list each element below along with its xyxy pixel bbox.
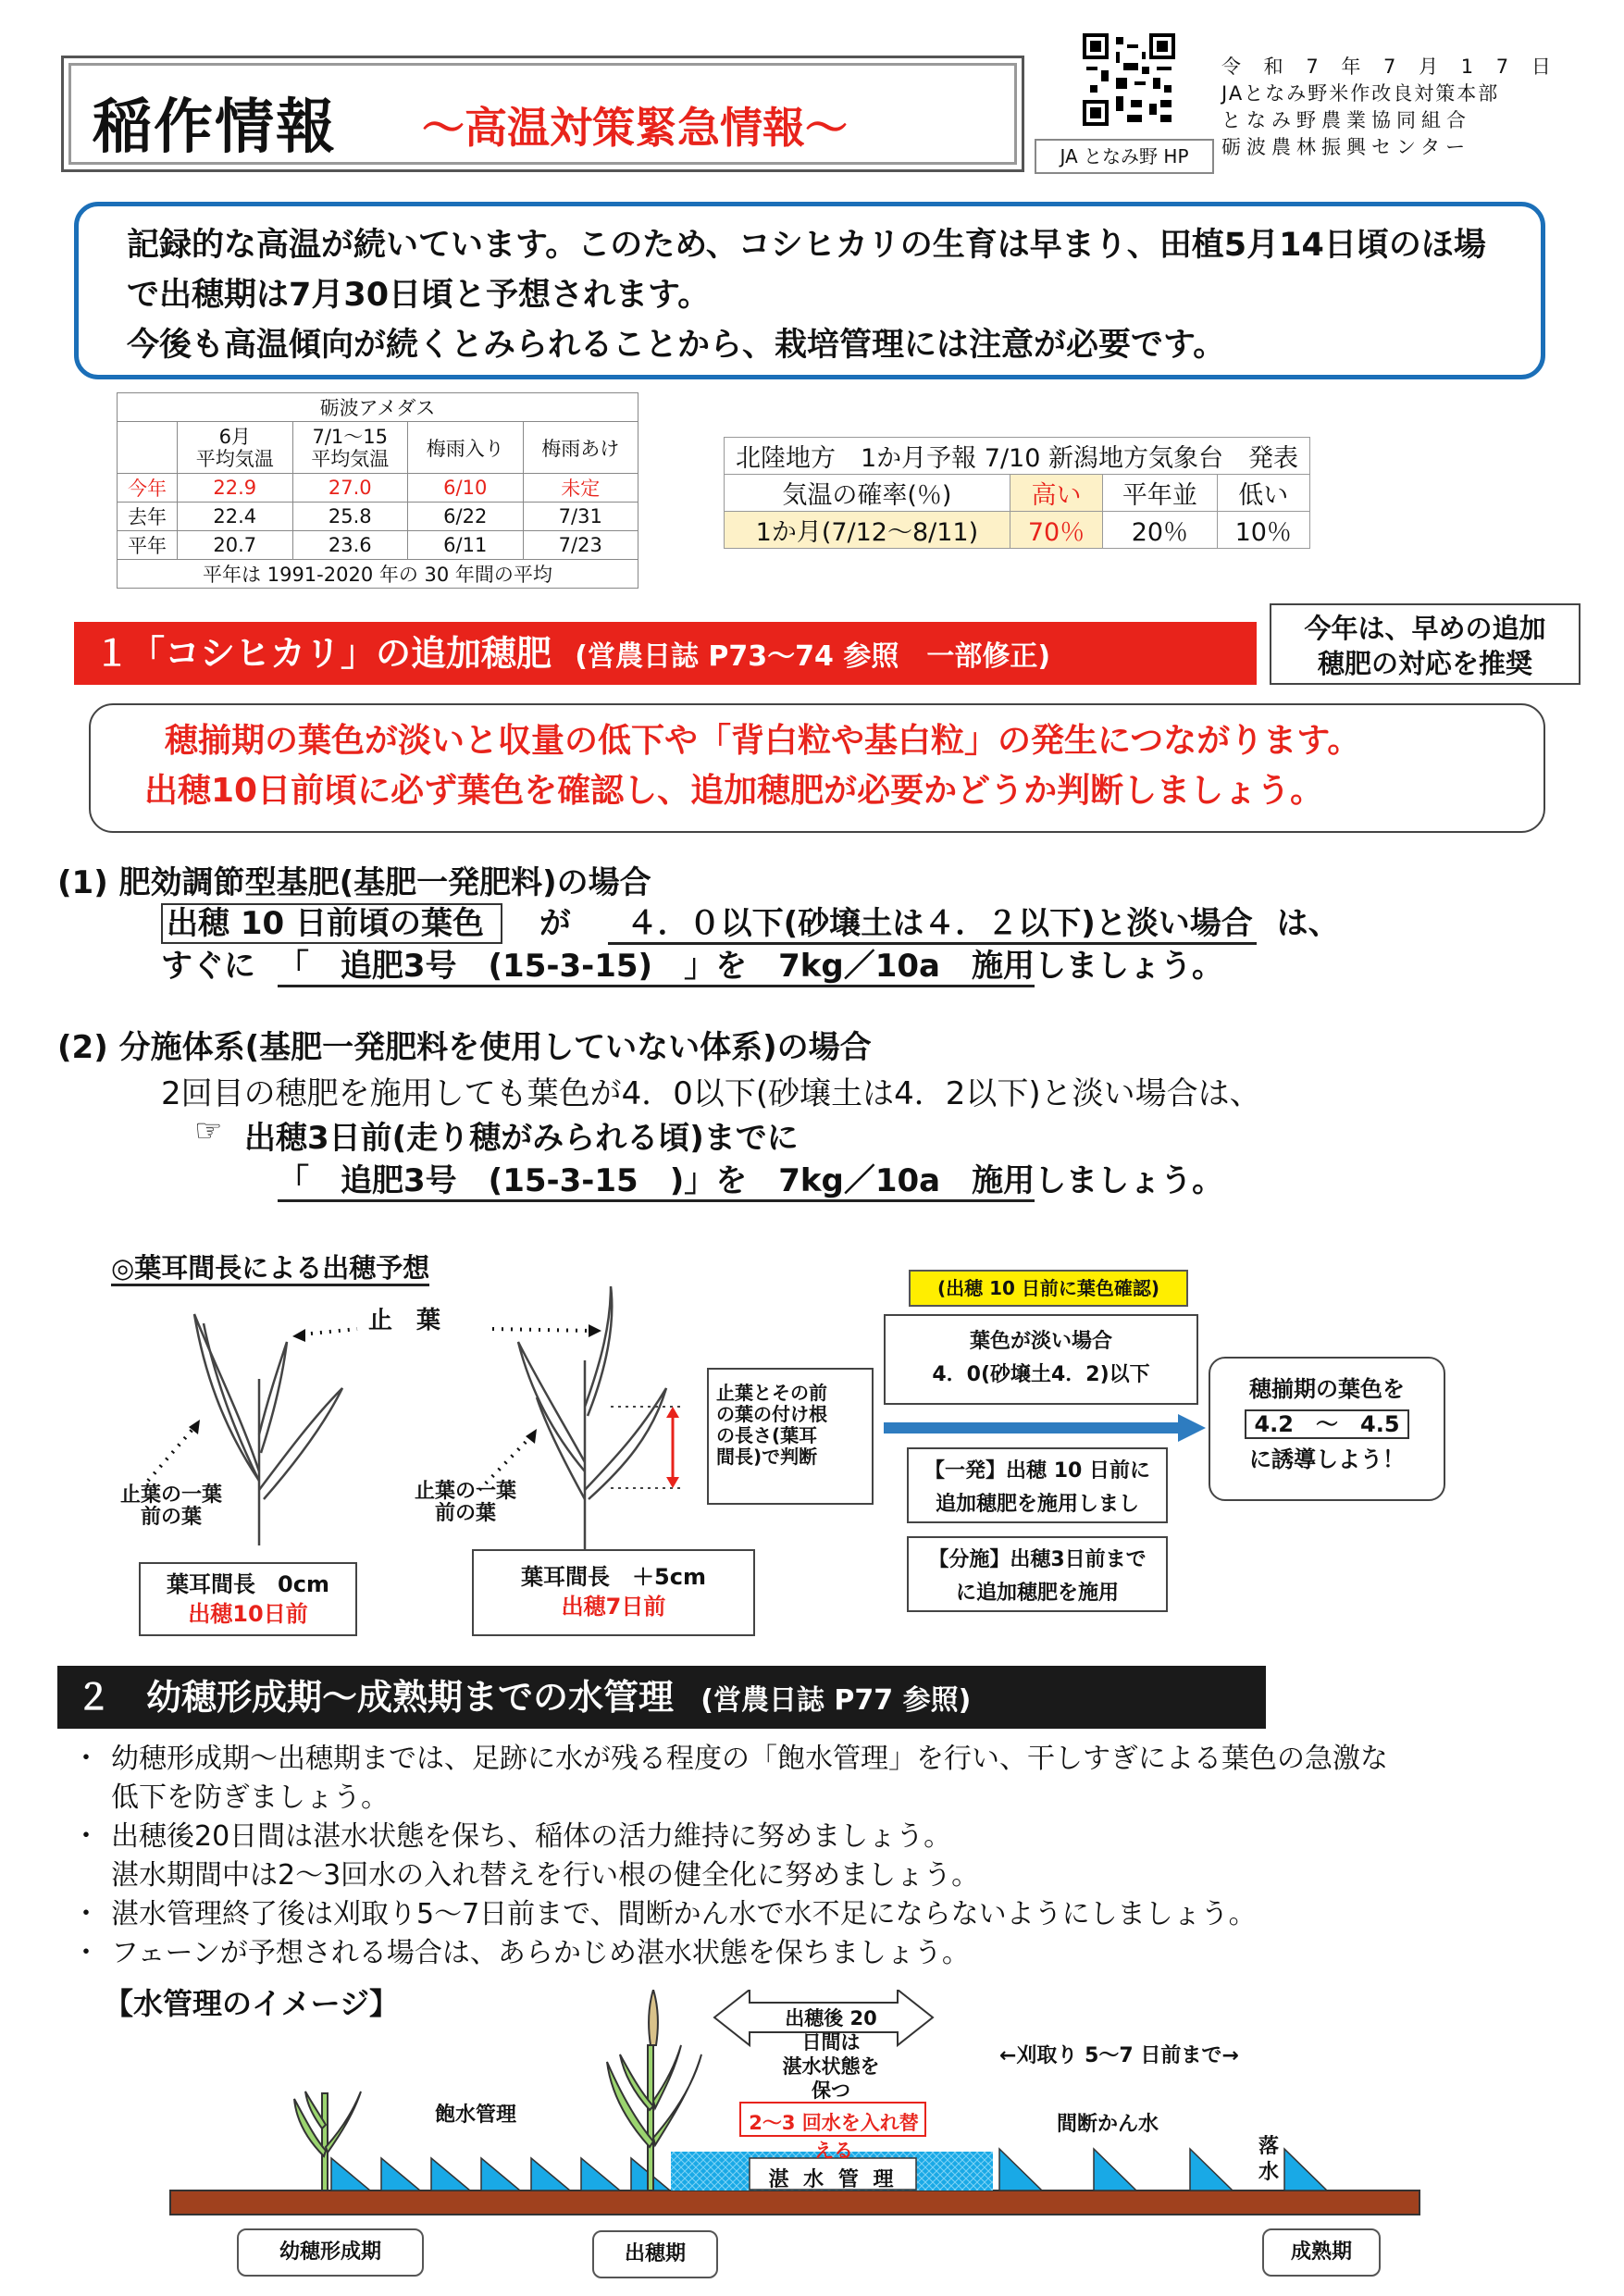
ippatsu-box <box>907 1447 1168 1523</box>
amedas-header: 7/1～15 平均気温 <box>292 422 408 474</box>
summary-line-2: で出穂期は7月30日頃と予想されます。 <box>127 277 711 314</box>
table-cell: 去年 <box>118 503 178 531</box>
section2-title: ２ 幼穂形成期～成熟期までの水管理 <box>76 1677 675 1718</box>
table-cell: 今年 <box>118 474 178 503</box>
judge-line: の葉の付け根 <box>716 1403 827 1425</box>
prev-leaf-label-1 <box>120 1484 222 1529</box>
plant1-leaf <box>259 1388 342 1499</box>
prev-leaf-line-2: 前の葉 <box>435 1502 497 1525</box>
table-cell: 25.8 <box>292 503 408 531</box>
prev-leaf-label-2 <box>415 1481 516 1525</box>
goal-range: 4.2 ～ 4.5 <box>1245 1409 1408 1439</box>
bullet-text: 低下を防ぎましょう。 <box>111 1781 389 1814</box>
forecast-row-label: 1か月(7/12～8/11) <box>725 512 1010 549</box>
bunshi-box <box>907 1536 1168 1612</box>
flag-leaf-label: 止 葉 <box>368 1307 441 1334</box>
list-item <box>72 1934 1553 1973</box>
case2-action-line <box>278 1155 1223 1200</box>
forecast-col-low: 低い <box>1217 475 1309 512</box>
bullet-text: 出穂後20日間は湛水状態を保ち、稲体の活力維持に努めましょう。 <box>111 1820 952 1853</box>
box1-line-2: 出穂10日前 <box>188 1601 308 1627</box>
goal-line-2: に誘導しよう！ <box>1249 1446 1405 1472</box>
page-title: 稲作情報 <box>93 93 337 162</box>
after-heading-line-1: 出穂後 20 日間は <box>785 2007 877 2054</box>
table-cell: 23.6 <box>292 531 408 560</box>
plant1-leaf <box>259 1342 287 1453</box>
case1-condition-line <box>161 898 1340 943</box>
table-cell: 22.9 <box>178 474 293 503</box>
flow-arrow <box>884 1414 1208 1442</box>
replace-label: 2～3 回水を入れ替える <box>749 2112 919 2162</box>
judge-box <box>707 1368 874 1505</box>
list-item <box>72 1818 1553 1856</box>
case1-title: (1) 肥効調節型基肥(基肥一発肥料)の場合 <box>57 864 651 901</box>
bunshi-line-2: に追加穂肥を施用 <box>955 1582 1119 1605</box>
issue-date: 令 和 7 年 7 月 1 7 日 <box>1221 56 1559 78</box>
intermittent-label: 間断かん水 <box>1057 2113 1159 2136</box>
summary-box <box>74 202 1545 379</box>
saturated-label: 飽水管理 <box>435 2104 517 2127</box>
bullet-mark: ・ <box>72 1743 100 1775</box>
forecast-value-high: 70％ <box>1010 512 1102 549</box>
ippatsu-line-1: 【一発】出穂 10 日前に <box>924 1459 1150 1483</box>
until-harvest-label: ←刈取り 5～7 日前まで→ <box>999 2044 1239 2067</box>
water-image-title: 【水管理のイメージ】 <box>104 1986 400 2021</box>
forecast-col-high: 高い <box>1010 475 1102 512</box>
bullet-mark: ・ <box>72 1937 100 1969</box>
judge-line: 間長)で判断 <box>716 1446 818 1468</box>
flooded-label: 湛 水 管 理 <box>768 2168 898 2191</box>
soil-layer <box>170 2191 1419 2215</box>
forecast-title: 北陸地方 1か月予報 7/10 新潟地方気象台 発表 <box>725 438 1310 475</box>
box2-line-2: 出穂7日前 <box>561 1594 666 1620</box>
amedas-title: 砺波アメダス <box>118 393 638 422</box>
table-row <box>118 474 638 503</box>
forecast-table <box>724 437 1310 549</box>
table-cell: 7/23 <box>523 531 638 560</box>
issuer-org-3: 砺波農林振興センター <box>1221 136 1471 158</box>
bullet-text: 湛水期間中は2～3回水の入れ替えを行い根の健全化に努めましょう。 <box>111 1859 980 1892</box>
bullet-mark: ・ <box>72 1898 100 1930</box>
issuer-org-2: となみ野農業協同組合 <box>1221 109 1471 131</box>
case2-line-2: 出穂3日前(走り穂がみられる頃)までに <box>244 1120 799 1157</box>
table-cell: 6/10 <box>408 474 524 503</box>
table-row <box>118 503 638 531</box>
case2-action-post: しましょう。 <box>1035 1162 1224 1199</box>
goal-box <box>1209 1357 1445 1501</box>
warning-line-2: 出穂10日前頃に必ず葉色を確認し、追加穂肥が必要かどうか判断しましょう。 <box>144 772 1324 810</box>
check-badge: (出穂 10 日前に葉色確認) <box>909 1270 1188 1307</box>
recommend-line-1: 今年は、早めの追加 <box>1304 613 1546 644</box>
pale-line-2: 4．0(砂壌土4．2)以下 <box>932 1363 1150 1386</box>
table-cell: 7/31 <box>523 503 638 531</box>
stage-panicle-formation: 幼穂形成期 <box>237 2228 424 2277</box>
prev-leaf-line-2: 前の葉 <box>141 1506 203 1529</box>
after-heading-label <box>775 2006 886 2103</box>
case1-condition: ４．０以下(砂壌土は４．２以下)と淡い場合 <box>608 905 1257 945</box>
ippatsu-line-2: 追加穂肥を施用しまし <box>935 1493 1139 1516</box>
drain-label: 落水 <box>1258 2135 1280 2184</box>
case1-box: 出穂 10 日前頃の葉色 <box>161 903 502 944</box>
amedas-table <box>117 392 638 589</box>
list-item <box>72 1895 1553 1934</box>
amedas-header: 梅雨あけ <box>523 422 638 474</box>
judge-line: の長さ(葉耳 <box>716 1424 818 1446</box>
forecast-col-head: 気温の確率(％) <box>725 475 1010 512</box>
judge-line: 止葉とその前 <box>716 1382 827 1404</box>
section1-title: １「コシヒカリ」の追加穂肥 <box>94 633 552 674</box>
prev-leaf-line-1: 止葉の一葉 <box>120 1483 223 1507</box>
plant2-leaf <box>518 1342 585 1471</box>
qr-code-icon[interactable] <box>1083 33 1175 126</box>
section1-heading <box>74 622 1257 685</box>
saturated-water <box>331 2158 670 2191</box>
bullet-text: 幼穂形成期～出穂期までは、足跡に水が残る程度の「飽水管理」を行い、干しすぎによる葉色の急激な <box>111 1743 1388 1775</box>
pointing-hand-icon: ☞ <box>194 1112 223 1149</box>
list-item <box>72 1856 1553 1895</box>
case1-action-line <box>161 940 1223 986</box>
bullet-text: 湛水管理終了後は刈取り5～7日前まで、間断かん水で水不足にならないようにしましょう。 <box>111 1898 1257 1930</box>
stage-maturity: 成熟期 <box>1262 2228 1381 2277</box>
list-item <box>72 1740 1553 1779</box>
pale-leaf-box <box>884 1314 1198 1405</box>
ja-homepage-label[interactable]: JA となみ野 HP <box>1035 139 1214 174</box>
table-cell: 未定 <box>523 474 638 503</box>
leaf-distance-box-1 <box>139 1562 357 1636</box>
issuer-org-1: JAとなみ野米作改良対策本部 <box>1221 82 1500 105</box>
table-cell: 6/22 <box>408 503 524 531</box>
summary-line-3: 今後も高温傾向が続くとみられることから、栽培管理には注意が必要です。 <box>127 327 1226 364</box>
forecast-col-normal: 平年並 <box>1103 475 1217 512</box>
case2-line-1: 2回目の穂肥を施用しても葉色が4．0以下(砂壌土は4．2以下)と淡い場合は、 <box>161 1075 1261 1112</box>
recommend-box <box>1270 603 1581 685</box>
section2-ref: (営農日誌 P77 参照) <box>700 1684 972 1717</box>
amedas-note: 平年は 1991-2020 年の 30 年間の平均 <box>118 560 638 589</box>
table-cell: 6/11 <box>408 531 524 560</box>
warning-line-1: 穂揃期の葉色が淡いと収量の低下や「背白粒や基白粒」の発生につながります。 <box>165 722 1361 760</box>
bunshi-line-1: 【分施】出穂3日前まで <box>928 1548 1147 1571</box>
recommend-line-2: 穂肥の対応を推奨 <box>1317 648 1532 679</box>
stage-heading: 出穂期 <box>592 2230 718 2278</box>
pale-line-1: 葉色が淡い場合 <box>969 1330 1112 1353</box>
section1-ref: (営農日誌 P73～74 参照 一部修正) <box>575 640 1051 673</box>
bullet-text: フェーンが予想される場合は、あらかじめ湛水状態を保ちましょう。 <box>111 1937 970 1969</box>
amedas-header: 梅雨入り <box>408 422 524 474</box>
summary-line-1: 記録的な高温が続いています。このため、コシヒカリの生育は早まり、田植5月14日頃のほ場 <box>127 227 1486 264</box>
leaf-distance-box-2 <box>472 1549 755 1636</box>
amedas-header <box>118 422 178 474</box>
plant2-leaf <box>585 1286 612 1416</box>
box1-line-1: 葉耳間長 0cm <box>167 1571 329 1597</box>
plant1-leaf <box>194 1314 259 1481</box>
plant2-leaf <box>585 1388 666 1499</box>
table-cell: 20.7 <box>178 531 293 560</box>
amedas-header: 6月 平均気温 <box>178 422 293 474</box>
bullet-mark: ・ <box>72 1820 100 1853</box>
forecast-value-normal: 20％ <box>1103 512 1217 549</box>
diagram-title-text: ◎葉耳間長による出穂予想 <box>111 1252 429 1286</box>
issuer-block <box>1221 54 1559 161</box>
case1-action-pre: すぐに <box>161 948 255 985</box>
goal-line-1: 穂揃期の葉色を <box>1249 1376 1405 1402</box>
case1-action-post: しましょう。 <box>1034 948 1223 985</box>
prev-leaf-line-1: 止葉の一葉 <box>415 1480 517 1503</box>
table-cell: 22.4 <box>178 503 293 531</box>
case1-action: 「 追肥3号 (15-3-15) 」を 7kg／10a 施用 <box>278 948 1035 987</box>
case1-wa: は、 <box>1276 905 1340 942</box>
section2-heading <box>57 1666 1266 1729</box>
case1-ga: が <box>539 905 571 942</box>
water-bullets <box>72 1740 1553 1973</box>
table-row <box>118 531 638 560</box>
table-cell: 平年 <box>118 531 178 560</box>
after-heading-line-2: 湛水状態を保つ <box>782 2055 880 2102</box>
case2-action: 「 追肥3号 (15-3-15 )」を 7kg／10a 施用 <box>278 1162 1035 1202</box>
rice-plants <box>294 1990 701 2191</box>
table-cell: 27.0 <box>292 474 408 503</box>
box2-line-1: 葉耳間長 ＋5cm <box>521 1564 706 1590</box>
list-item <box>72 1779 1553 1818</box>
page-subtitle: ～高温対策緊急情報～ <box>422 103 848 153</box>
case2-title: (2) 分施体系(基肥一発肥料を使用していない体系)の場合 <box>57 1029 872 1066</box>
forecast-value-low: 10％ <box>1217 512 1309 549</box>
